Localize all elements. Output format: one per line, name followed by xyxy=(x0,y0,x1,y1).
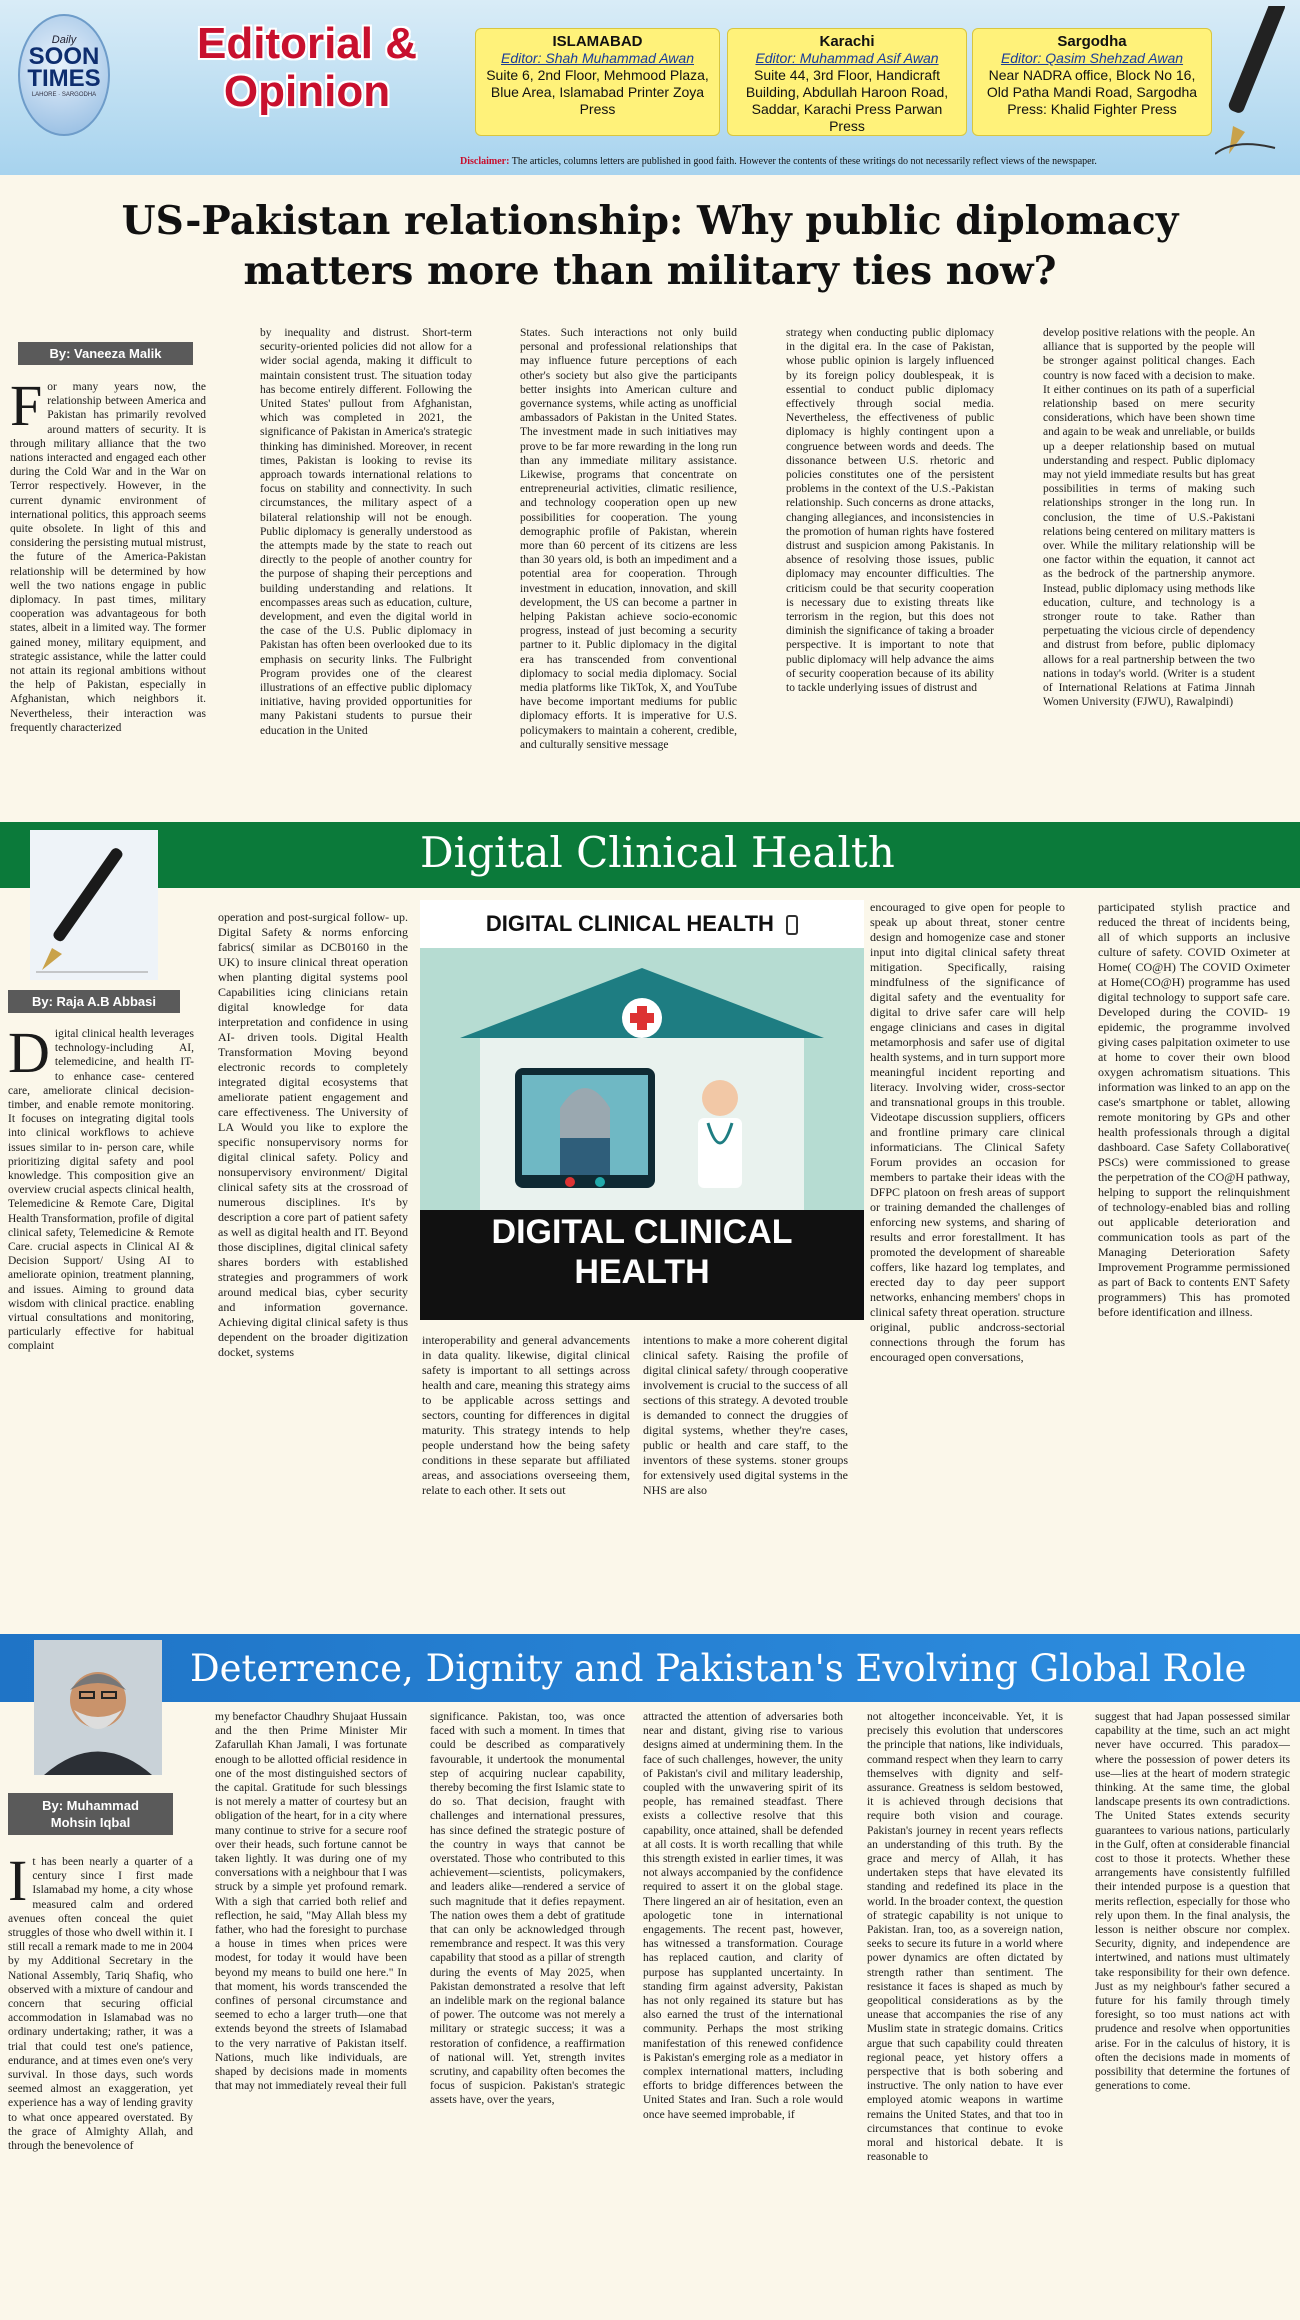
disclaimer-label: Disclaimer: xyxy=(460,156,510,167)
column-text: my benefactor Chaudhry Shujaat Hussain and the then Prime Minister Mir Zafarullah Khan Jamali, I was fortunate enough to be allotted official residence in one of the most distinguished sectors of the capital. Gratitude for such blessings is not merely a matter of courtesy but an obligation of the heart, for in a city where many continue to strive for a secure roof over their heads, such fortune cannot be taken lightly. It was during one of my conversations with a neighbour that I was struck by a simple yet profound remark. With a sigh that carried both relief and reflection, he said, "May Allah bless my father, who had the foresight to purchase a house in times when prices were modest, for today it would have been beyond my means to build one here." In that moment, his words transcended the confines of personal circumstance and seemed to echo a larger truth—one that extends beyond the streets of Islamabad to the very narrative of Pakistan itself. Nations, much like individuals, are shaped by decisions made in moments that may not immediately reveal their full xyxy=(215,1711,407,2093)
headline-line1: US-Pakistan relationship: Why public diplomacy xyxy=(121,198,1179,244)
pen-icon xyxy=(30,830,158,980)
article-1-col-2 xyxy=(260,326,472,784)
logo-top: Daily xyxy=(51,34,77,46)
image-banner xyxy=(420,900,864,948)
image-caption-line1: DIGITAL CLINICAL xyxy=(491,1213,793,1251)
column-text: or many years now, the relationship between America and Pakistan has primarily revolved around matters of security. It is through military alliance that the two nations interacted and engaged each other during the Cold War and in the War on Terror respectively. However, in the current dynamic environment of international politics, this approach seems quite obsolete. In light of this and considering the persisting mutual mistrust, the future of the America-Pakistan relationship will be determined by how well the two nations engage in public diplomacy. In past times, military cooperation was advantageous for both states, albeit in a limited way. The former gained money, military equipment, and strategic assistance, while the latter could not attain its regional ambitions without the help of Pakistan, especially in Afghanistan, which neighbors it. Nevertheless, their interaction was frequently characterized xyxy=(10,381,206,734)
column-text: encouraged to give open for people to speak up about threat, stoner centre design and homogenize case and stoner input into digital clinical safety threat mitigation. Specifically, raising mindfulness of the significance of digital safety and the eventuality for digital to drive safer care will help engage clinicians and cases in digital metamorphosis and safer use of digital health systems, and in turn support more meaningful incident reporting and literacy. Involving wider, cross-sector and transnational groups in this trouble. Videotape discussion suppliers, officers and frontline primary care clinical informaticians. The Clinical Safety Forum provides an occasion for members to partake their ideas with the DFPC platoon on fresh areas of support or training demanded the challenges of enforcing new systems, and sharing of results and error forestallment. It has promoted the development of shareable coffers, like hazard log templates, and erected day to day peer support networks, enhancing members' chops in clinical safety threat operation. structure original, public andcross-sectorial connections through the forum has encouraged open conversations, xyxy=(870,900,1065,1364)
article-1-col-5 xyxy=(1043,326,1255,784)
article-3-col-6 xyxy=(1095,1710,1290,2315)
headline-line2: matters more than military ties now? xyxy=(243,248,1057,294)
article-2-col-3 xyxy=(422,1333,630,1608)
drop-cap: F xyxy=(10,380,43,438)
logo-tag: LAHORE · SARGODHA xyxy=(31,92,97,98)
column-text: develop positive relations with the people. An alliance that is supported by the people will be stronger against political changes. Each country is now faced with a decision to make. It either continues on its path of a superficial relationship based on mere security considerations, which have been shown time and again to be weak and unreliable, or builds up a deeper relationship based on mutual understanding and respect. Public diplomacy may not yield immediate results but has great possibilities in terms of making such relationships stronger in the long run. In conclusion, the time of U.S.-Pakistani relations being centered on military matters is over. While the military relationship will be one factor within the equation, it cannot act as the bedrock of the partnership anymore. Instead, public diplomacy using methods like education, culture, and technology is a stronger route to take. Rather than perpetuating the vicious circle of dependency and distrust from before, public diplomacy allows for a real partnership between the two nations in today's world. (Writer is a student of International Relations at Fatima Jinnah Women University (FJWU), Rawalpindi) xyxy=(1043,327,1255,709)
section-title-line1: Editorial & xyxy=(196,19,418,68)
byline-badge: By: Raja A.B Abbasi xyxy=(8,990,180,1013)
byline-badge xyxy=(8,1793,173,1835)
byline-line1: By: Muhammad xyxy=(42,1798,139,1813)
column-text: igital clinical health leverages technology-including AI, telemedicine, and health IT- to enhance case- centered care, ameliorate clinical decision-timber, and enable remote monitoring. It focuses on integrating digital tools into clinical workflows to achieve issues similar to in- person care, while prioritizing digital safety and pool knowledge. This composition give an overview crucial aspects clinical health, Telemedicine & Remote Care, Digital Health Transformation, profile of digital clinical safety, Telemedicine & Remote Care. crucial aspects in Clinical AI & Decision Support/ Using AI to ameliorate opinion, treatment planning, and issues. Aiming to ground data wisdom with clinical practice. enabling virtual consultations and monitoring, particularly effective for habitual complaint xyxy=(8,1028,194,1353)
column-text: t has been nearly a quarter of a century since I first made Islamabad my home, a city whose measured calm and ordered avenues often conceal the quiet struggles of those who dwell within it. I still recall a remark made to me in 2004 by my Additional Secretary in the National Assembly, Tariq Shafiq, who observed with a mixture of candour and concern that securing official accommodation in Islamabad was no ordinary undertaking; rather, it was a trial that could test one's patience, endurance, and at times even one's very survival. In those days, such words seemed almost an exaggeration, yet experience has a way of lending gravity to what once appeared overstated. By the grace of Almighty Allah, and through the benevolence of xyxy=(8,1856,193,2153)
article-3-col-1 xyxy=(8,1855,193,2315)
office-editor: Editor: Shah Muhammad Awan xyxy=(501,50,694,66)
logo-main: SOON xyxy=(28,43,100,70)
article-2-col-1 xyxy=(8,1027,194,1607)
column-text: intentions to make a more coherent digital clinical safety. Raising the profile of digital clinical safety/ through cooperative involvement is crucial to the success of all sections of this strategy. A devoted trouble is demanded to connect the druggies of digital systems, whether they're cases, public or health and care staff, to the inventors of these systems. stoner groups for extensively used digital systems in the NHS are also xyxy=(643,1333,848,1497)
office-editor: Editor: Qasim Shehzad Awan xyxy=(1000,50,1184,66)
article-2-col-5 xyxy=(870,900,1065,1610)
drop-cap: I xyxy=(8,1855,28,1913)
office-sargodha xyxy=(972,28,1212,136)
doctor-icon xyxy=(698,1080,742,1188)
article-image xyxy=(420,900,864,1320)
office-editor: Editor: Muhammad Asif Awan xyxy=(755,50,939,66)
masthead xyxy=(0,0,1300,175)
column-text: strategy when conducting public diplomacy in the digital era. In the case of Pakistan, whose public opinion is largely influenced by its foreign policy doublespeak, it is essential to conduct public diplomacy effectively through social media. Nevertheless, the effectiveness of public diplomacy is highly contingent upon a congruence between words and deeds. The dissonance between U.S. rhetoric and policies constitutes one of the persistent problems in the context of the U.S.-Pakistan relationship. Such concerns as drone attacks, changing allegiances, and inconsistencies in the promotion of human rights have fostered distrust and suspicion among Pakistanis. In absence of resolving those issues, public diplomacy may encounter difficulties. The criticism could be that security cooperation is necessary due to existing threats like terrorism in the region, but this does not diminish the significance of taking a broader perspective. It is important to note that public diplomacy will help advance the aims of security cooperation because of its ability to tackle underlying issues of distrust and xyxy=(786,327,994,695)
drop-cap: D xyxy=(8,1027,50,1085)
column-text: significance. Pakistan, too, was once faced with such a moment. In times that could be described as comparatively favourable, it undertook the monumental step of acquiring nuclear capability, thereby becoming the first Islamic state to do so. That decision, fraught with challenges and international pressures, has since defined the strategic posture of the country in ways that cannot be overstated. Those who contributed to this achievement—scientists, policymakers, and leaders alike—rendered a service of such magnitude that it defies repayment. The nation owes them a debt of gratitude that can only be acknowledged through remembrance and respect. It was this very capability that stood as a pillar of strength during the events of May 2025, when Pakistan demonstrated a resolve that left an indelible mark on the regional balance of power. The outcome was not merely a military or strategic success; it was a restoration of confidence, a reaffirmation of national will. Yet, strength invites scrutiny, and capability often becomes the focus of suspicion. Pakistan's strategic assets have, over the years, xyxy=(430,1711,625,2107)
article-3-col-3 xyxy=(430,1710,625,2315)
article-1-col-4 xyxy=(786,326,994,784)
office-city: ISLAMABAD xyxy=(552,33,643,50)
phone-icon xyxy=(786,915,798,935)
section-title xyxy=(162,20,452,116)
office-city: Sargodha xyxy=(1057,33,1127,50)
column-text: by inequality and distrust. Short-term security-oriented policies did not allow for a wider social agenda, making it difficult to maintain consistent trust. The situation today has become entirely different. Following the United States' pullout from Afghanistan, which was completed in 2021, the significance of Pakistan in America's strategic thinking has diminished. Moreover, in recent times, Pakistan is looking to revise its approach towards international relations to focus on stability and connectivity. In such circumstances, the military aspect of a bilateral relationship will not be enough. Public diplomacy is generally understood as the attempts made by the state to reach out directly to the people of another country for the purpose of shaping their perceptions and building understanding and relations. It encompasses areas such as education, culture, development, and even the digital world in the case of the U.S. Public diplomacy in Pakistan has often been overlooked due to its emphasis on security links. The Fulbright Program provides one of the clearest illustrations of an effective public diplomacy initiative, having provided opportunities for many Pakistani students to pursue their education in the United xyxy=(260,327,472,737)
section-band-deterrence xyxy=(0,1634,1300,1702)
article-1-col-1 xyxy=(10,380,206,780)
column-text: operation and post-surgical follow- up. Digital Safety & norms enforcing fabrics( similar as DCB0160 in the UK) to insure clinical threat operation when planting digital systems pool Capabilities icing clinicians retain digital knowledge for data interpretation and confidence in using AI- driven tools. Digital Health Transformation Moving beyond electronic records to completely integrated digital ecosystems that ameliorate patient engagement and care effectiveness. The University of LA Would you like to explore the specific nonsupervisory norms for digital clinical safety. Policy and nonsupervisory environment/ Digital clinical safety sits at the crossroad of numerous disciplines. It's by description a core part of patient safety as well as digital health and IT. Beyond those disciplines, digital clinical safety shares borders with established strategies and programmers of work around medical bias, cyber security and information governance. Achieving digital clinical safety is thus dependent on the broader digitization docket, systems xyxy=(218,910,408,1359)
section-band-digital-health xyxy=(0,822,1300,888)
column-text: not altogether inconceivable. Yet, it is precisely this evolution that underscores the principle that nations, like individuals, command respect when they learn to carry themselves with dignity and self-assurance. Greatness is seldom bestowed, it is achieved through decisions that require both vision and courage. Pakistan's journey in recent years reflects an understanding of this truth. By the grace and mercy of Allah, it has undertaken steps that have elevated its standing and redefined its place in the world. In the broader context, the question of strategic capability is not unique to Pakistan. Iran, too, as a sovereign nation, seeks to secure its future in a world where power dynamics are often dictated by strength rather than sentiment. The resistance it faces is shaped as much by geopolitical considerations as by the unease that accompanies the rise of any Muslim state in strategic domains. Critics argue that such capability could threaten regional peace, yet history offers a perspective that is both sobering and instructive. The only nation to have ever employed atomic weapons in wartime remains the United States, and that too in circumstances that continue to evoke moral and historical debate. It is reasonable to xyxy=(867,1711,1063,2164)
article-1-col-3 xyxy=(520,326,737,784)
column-text: attracted the attention of adversaries both near and distant, giving rise to various designs aimed at undermining them. In the face of such challenges, however, the unity of Pakistan's civil and military leadership, coupled with the unwavering spirit of its people, has remained steadfast. There exists a collective resolve that this capability, once attained, shall be defended at all costs. It is worth recalling that while this strength existed in earlier times, it was not always accompanied by the confidence required to assert it on the global stage. There lingered an air of hesitation, even an apologetic tone in international engagements. The recent past, however, has witnessed a transformation. Courage has replaced caution, and clarity of purpose has supplanted uncertainty. In standing firm against adversity, Pakistan has not only regained its stature but has also earned the trust of the international community. Perhaps the most striking manifestation of this renewed confidence is Pakistan's emerging role as a mediator in complex international matters, including efforts to bridge differences between the United States and Iran. Such a role would once have seemed improbable, if xyxy=(643,1711,843,2121)
office-city: Karachi xyxy=(819,33,875,50)
section-title: Digital Clinical Health xyxy=(420,828,895,877)
office-islamabad xyxy=(475,28,720,136)
article-3-col-5 xyxy=(867,1710,1063,2315)
pen-icon xyxy=(1215,6,1295,156)
column-text: participated stylish practice and reduced the threat of incidents being, all of which supports an inclusive culture of safety. COVID Oximeter at Home( CO@H) The COVID Oximeter at Home(CO@H) programme has used digital technology to support safe care. Developed during the COVID- 19 epidemic, the programme involved giving cases palpitation oximeter to use at home to cover their own blood oxygen achromatism situations. This information was linked to an app on the case's smartphone or tablet, allowing remote monitoring by GPs and other health professionals through a digital dashboard. Case Safety Collaborative( PSCs) were commissioned to grease the perpetration of the CO@H pathway, helping to support the relinquishment of technology-enabled bias and rolling out applicable deterioration and communication tools as part of the Managing Deterioration Safety Improvement Programme permissioned as part of Back to contents ENT Safety programmers) This has promoted before identification and illness. xyxy=(1098,900,1290,1319)
office-address: Near NADRA office, Block No 16, Old Patha Mandi Road, Sargodha Press: Khalid Fighter Press xyxy=(986,67,1198,117)
disclaimer xyxy=(460,156,1097,167)
image-caption xyxy=(420,1212,864,1292)
article-2-col-6 xyxy=(1098,900,1290,1610)
column-text: interoperability and general advancements in data quality. likewise, digital clinical safety is important to all settings across health and care, meaning this strategy aims to be applicable across settings and sectors, counting for differences in digital maturity. This strategy intends to help people understand how the being safety conditions in these separate but affiliated areas, and associations overseeing them, relate to each other. It sets out xyxy=(422,1333,630,1497)
clinic-illustration xyxy=(420,948,864,1210)
column-text: suggest that had Japan possessed similar capability at the time, such an act might never have occurred. This paradox—where the possession of power deters its use—lies at the heart of modern strategic thinking. At the same time, the global landscape presents its own contradictions. The United States extends security guarantees to various nations, particularly in the Gulf, often at considerable financial cost to those it protects. Whether these arrangements have consistently fulfilled their intended purpose is a question that merits reflection, especially for those who rely upon them. In the final analysis, the lesson is neither obscure nor complex. Security, dignity, and independence are intertwined, and nations must ultimately take responsibility for their own defence. Just as my neighbour's father secured a future for his family through timely foresight, so too must nations act with prudence and resolve when opportunities arise. For in the calculus of history, it is often the decisions made in moments of possibility that determine the fortunes of generations to come. xyxy=(1095,1711,1290,2093)
article-2-col-2 xyxy=(218,910,408,1610)
article-3-col-4 xyxy=(643,1710,843,2315)
byline-line2: Mohsin Iqbal xyxy=(50,1815,131,1830)
article-1-headline xyxy=(0,196,1300,296)
logo xyxy=(18,14,110,136)
office-address: Suite 6, 2nd Floor, Mehmood Plaza, Blue Area, Islamabad Printer Zoya Press xyxy=(486,67,709,117)
author-photo xyxy=(34,1640,162,1775)
column-text: States. Such interactions not only build personal and professional relationships that may influence future perceptions of each other's society but also give the participants better insights into American culture and governance systems, while acting as unofficial ambassadors of Pakistan in the United States. The investment made in such initiatives may prove to be far more rewarding in the long run than any immediate military assistance. Likewise, programs that concentrate on entrepreneurial activities, climatic resilience, and technology cooperation open up new possibilities for cooperation. The young demographic profile of Pakistan, wherein more than 60 percent of its citizens are less than 30 years old, is both an impediment and a potential area for cooperation. Through investment in education, innovation, and skill development, the US can become a partner in helping Pakistan achieve socio-economic progress, instead of just becoming a security partner to it. Public diplomacy in the digital era has transcended from conventional diplomacy to social media diplomacy. Social media platforms like TikTok, X, and YouTube have become important mediums for public diplomacy efforts. It is imperative for U.S. policymakers to maintain a coherent, credible, and culturally sensitive message xyxy=(520,327,737,751)
byline-badge: By: Vaneeza Malik xyxy=(18,342,193,365)
office-karachi xyxy=(727,28,967,136)
article-2-col-4 xyxy=(643,1333,848,1608)
office-address: Suite 44, 3rd Floor, Handicraft Building, Abdullah Haroon Road, Saddar, Karachi Press Parwan Press xyxy=(745,67,949,134)
article-3-col-2 xyxy=(215,1710,407,2315)
disclaimer-text: The articles, columns letters are published in good faith. However the contents of these writings do not necessarily reflect views of the newspaper. xyxy=(511,156,1097,167)
image-caption-line2: HEALTH xyxy=(574,1253,710,1291)
image-banner-text: DIGITAL CLINICAL HEALTH xyxy=(485,911,774,936)
logo-sub: TIMES xyxy=(27,65,101,92)
section-title: Deterrence, Dignity and Pakistan's Evolving Global Role xyxy=(190,1647,1247,1690)
section-title-line2: Opinion xyxy=(223,67,391,116)
